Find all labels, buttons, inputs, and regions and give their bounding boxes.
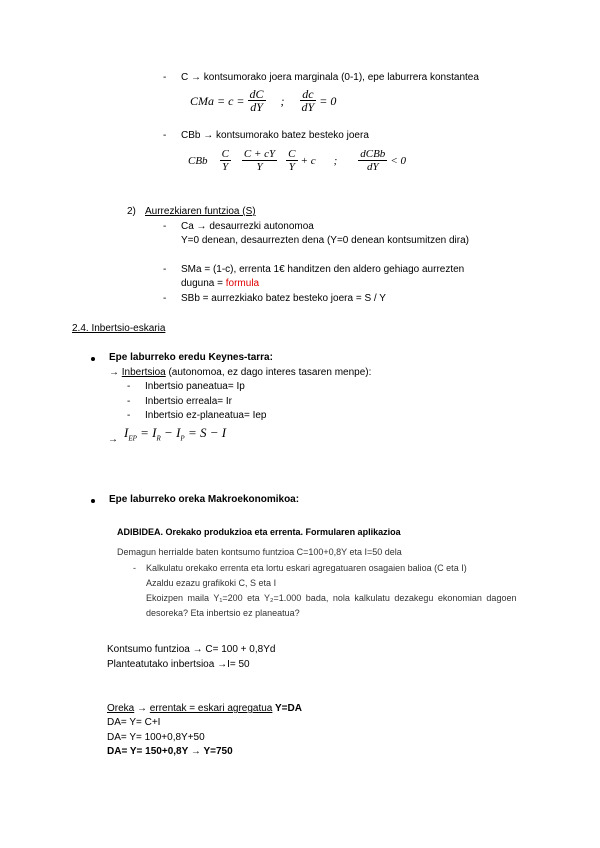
equation-cbb: CBb $\frac{C}{Y}$ $\frac{C + cY}{Y}$ $\frac{C}{Y}$ + c ; $\frac{\text{dCBb}}{dY}$ < 0 <box>188 148 406 173</box>
text-line: SBb = aurrezkiako batez besteko joera = S / Y <box>181 293 386 304</box>
text-line: Inbertsio paneatua= Ip <box>145 381 245 392</box>
bullet-heading: Epe laburreko eredu Keynes-tarra: <box>109 352 273 363</box>
arrow-icon: → <box>108 434 118 445</box>
bullet-heading: Epe laburreko oreka Makroekonomikoa: <box>109 494 300 505</box>
list-number: 2) <box>127 206 136 217</box>
text-line: Planteatutako inbertsioa →I= 50 <box>107 659 250 670</box>
section-subtitle: Aurrezkiaren funtzioa (S) <box>145 206 256 217</box>
example-line: desoreka? Eta inbertsio ez planeatua? <box>146 608 300 618</box>
text-line: Ca → desaurrezki autonomoa <box>181 221 314 232</box>
text-line: Kontsumo funtzioa → C= 100 + 0,8Yd <box>107 644 276 655</box>
dash: - <box>133 563 136 573</box>
text-line: DA= Y= C+I <box>107 717 161 728</box>
bullet-icon <box>91 499 95 503</box>
text-line: duguna = formula <box>181 278 260 289</box>
section-heading: 2.4. Inbertsio-eskaria <box>72 323 166 334</box>
text-line: Oreka → errentak = eskari agregatua Y=DA <box>107 703 302 714</box>
dash: - <box>163 264 167 275</box>
equation-cma: CMa = c = $\frac{dC}{dY}$ ; $\frac{dc}{dY}$ = 0 <box>190 87 337 114</box>
text-line: Y=0 denean, desaurrezten dena (Y=0 denean kontsumitzen dira) <box>181 235 469 246</box>
example-line: Azaldu ezazu grafikoki C, S eta I <box>146 578 277 588</box>
bullet-icon <box>91 357 95 361</box>
text-line: DA= Y= 150+0,8Y → Y=750 <box>107 746 233 757</box>
dash: - <box>127 381 131 392</box>
text-line: → Inbertsioa (autonomoa, ez dago interes tasaren menpe): <box>109 367 372 378</box>
example-line: Ekoizpen maila Y₁=200 eta Y₂=1.000 bada, nola kalkulatu dezakegu ekonomian dagoen <box>146 593 517 603</box>
dash: - <box>163 293 167 304</box>
example-title: ADIBIDEA. Orekako produkzioa eta errenta. Formularen aplikazioa <box>117 527 401 537</box>
dash: - <box>163 72 167 83</box>
example-line: Demagun herrialde baten kontsumo funtzioa C=100+0,8Y eta I=50 dela <box>117 547 402 557</box>
text-line: SMa = (1-c), errenta 1€ handitzen den aldero gehiago aurrezten <box>181 264 465 275</box>
dash: - <box>163 130 167 141</box>
text-line: Inbertsio erreala= Ir <box>145 396 232 407</box>
dash: - <box>163 221 167 232</box>
dash: - <box>127 410 131 421</box>
text-line: DA= Y= 100+0,8Y+50 <box>107 732 205 743</box>
text-line: Inbertsio ez-planeatua= Iep <box>145 410 267 421</box>
equation-iep: $I_{EP} = I_R - I_P = S - I$ <box>124 425 227 443</box>
text-line: C → kontsumorako joera marginala (0-1), epe laburrera konstantea <box>181 72 479 83</box>
dash: - <box>127 396 131 407</box>
example-line: Kalkulatu orekako errenta eta lortu eskari agregatuaren osagaien balioa (C eta I) <box>146 563 467 573</box>
text-line: CBb → kontsumorako batez besteko joera <box>181 130 369 141</box>
